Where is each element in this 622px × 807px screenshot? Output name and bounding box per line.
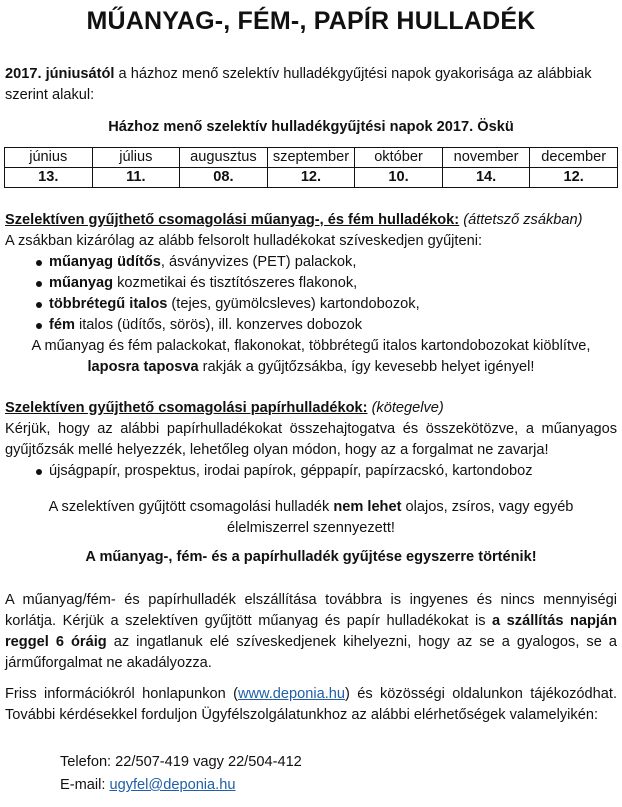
warning-pre: A szelektíven gyűjtött csomagolási hulladék — [48, 499, 334, 515]
transport-bold: a szállítás napján reggel 6 óráig — [5, 613, 618, 650]
warning-post: olajos, zsíros, vagy egyéb élelmiszerrel szennyezett! — [227, 499, 574, 536]
item-bold: műanyag — [49, 275, 114, 291]
schedule-days-row — [5, 168, 618, 188]
schedule-table — [4, 147, 618, 188]
paper-list — [5, 461, 617, 482]
paper-section — [5, 398, 617, 482]
day-cell: 14. — [442, 168, 530, 188]
item-bold: műanyag üdítős — [49, 254, 161, 270]
month-cell: október — [355, 148, 443, 168]
contact-post: ) és közösségi oldalunkon tájékozódhat. További kérdésekkel forduljon Ügyfélszolgálatunkhoz az alábbi elérhetőségek valamelyikén: — [5, 686, 618, 723]
item-bold: többrétegű italos — [49, 296, 168, 312]
list-item — [5, 252, 617, 273]
bullet-icon — [36, 323, 42, 329]
plastic-section — [5, 210, 617, 378]
day-cell: 08. — [180, 168, 268, 188]
intro-paragraph — [5, 64, 617, 106]
month-cell: július — [92, 148, 180, 168]
email-link[interactable]: ugyfel@deponia.hu — [109, 777, 236, 793]
warning-paragraph — [5, 497, 617, 539]
phone-line — [5, 752, 622, 773]
item-bold: fém — [49, 317, 75, 333]
paper-note: (kötegelve) — [367, 400, 444, 416]
month-cell: december — [530, 148, 618, 168]
warning-bold: nem lehet — [333, 499, 402, 515]
item-text: kozmetikai és tisztítószeres flakonok, — [113, 275, 358, 291]
plastic-list — [5, 252, 617, 336]
list-item — [5, 315, 617, 336]
contact-paragraph — [5, 684, 617, 726]
website-link[interactable]: www.deponia.hu — [237, 686, 346, 702]
month-cell: augusztus — [180, 148, 268, 168]
intro-text: a házhoz menő szelektív hulladékgyűjtési napok gyakorisága az alábbiak szerint alakul: — [5, 66, 592, 103]
plastic-heading-line — [5, 210, 617, 231]
list-item — [5, 461, 617, 482]
email-label: E-mail: — [60, 777, 110, 793]
item-text: (tejes, gyümölcsleves) kartondobozok, — [167, 296, 420, 312]
list-item — [5, 273, 617, 294]
together-notice: A műanyag-, fém- és a papírhulladék gyűjtése egyszerre történik! — [85, 549, 537, 565]
phone-number: 22/507-419 vagy 22/504-412 — [115, 754, 302, 770]
page-title: MŰANYAG-, FÉM-, PAPÍR HULLADÉK — [86, 7, 536, 35]
phone-label: Telefon: — [60, 754, 116, 770]
bullet-icon — [36, 469, 42, 475]
day-cell: 12. — [267, 168, 355, 188]
schedule-caption: Házhoz menő szelektív hulladékgyűjtési napok 2017. Öskü — [108, 119, 514, 135]
intro-date: 2017. júniusától — [5, 66, 115, 82]
item-text: újságpapír, prospektus, irodai papírok, géppapír, papírzacskó, kartondoboz — [49, 463, 533, 479]
month-cell: szeptember — [267, 148, 355, 168]
paper-heading-line — [5, 398, 617, 419]
rinse-note-bold: laposra taposva — [87, 359, 199, 375]
bullet-icon — [36, 302, 42, 308]
transport-post: az ingatlanuk elé szíveskedjenek kihelyezni, hogy az se a gyalogos, se a járműforgalmat ne akadályozza. — [5, 634, 617, 671]
day-cell: 12. — [530, 168, 618, 188]
month-cell: június — [5, 148, 93, 168]
day-cell: 10. — [355, 168, 443, 188]
transport-paragraph — [5, 590, 617, 674]
day-cell: 11. — [92, 168, 180, 188]
item-text: italos (üdítős, sörös), ill. konzerves dobozok — [74, 317, 363, 333]
email-line — [5, 775, 622, 796]
bullet-icon — [36, 281, 42, 287]
contact-pre: Friss információkról honlapunkon ( — [5, 686, 238, 702]
item-text: , ásványvizes (PET) palackok, — [160, 254, 357, 270]
day-cell: 13. — [5, 168, 93, 188]
month-cell: november — [442, 148, 530, 168]
paper-lead: Kérjük, hogy az alábbi papírhulladékokat összehajtogatva és összekötözve, a műanyagos gyűjtőzsák mellé helyezzék, lehetőleg olyan módon, hogy az a forgalmat ne zavarja! — [5, 421, 617, 458]
plastic-heading: Szelektíven gyűjthető csomagolási műanyag-, és fém hulladékok: — [5, 212, 460, 228]
rinse-note-line2 — [5, 357, 617, 378]
plastic-note: (áttetsző zsákban) — [459, 212, 583, 228]
list-item — [5, 294, 617, 315]
rinse-note-text: rakják a gyűjtőzsákba, így kevesebb helyet igényel! — [198, 359, 535, 375]
transport-pre: A műanyag/fém- és papírhulladék elszállítása továbbra is ingyenes és nincs mennyiségi korlátja. Kérjük a szelektíven gyűjtött műanyag és papír hulladékokat is — [5, 592, 617, 629]
rinse-note-line1: A műanyag és fém palackokat, flakonokat, többrétegű italos kartondobozokat kiöblítve, — [31, 338, 591, 354]
bullet-icon — [36, 260, 42, 266]
schedule-months-row — [5, 148, 618, 168]
plastic-lead: A zsákban kizárólag az alább felsorolt hulladékokat szíveskedjen gyűjteni: — [5, 233, 483, 249]
paper-heading: Szelektíven gyűjthető csomagolási papírhulladékok: — [5, 400, 368, 416]
